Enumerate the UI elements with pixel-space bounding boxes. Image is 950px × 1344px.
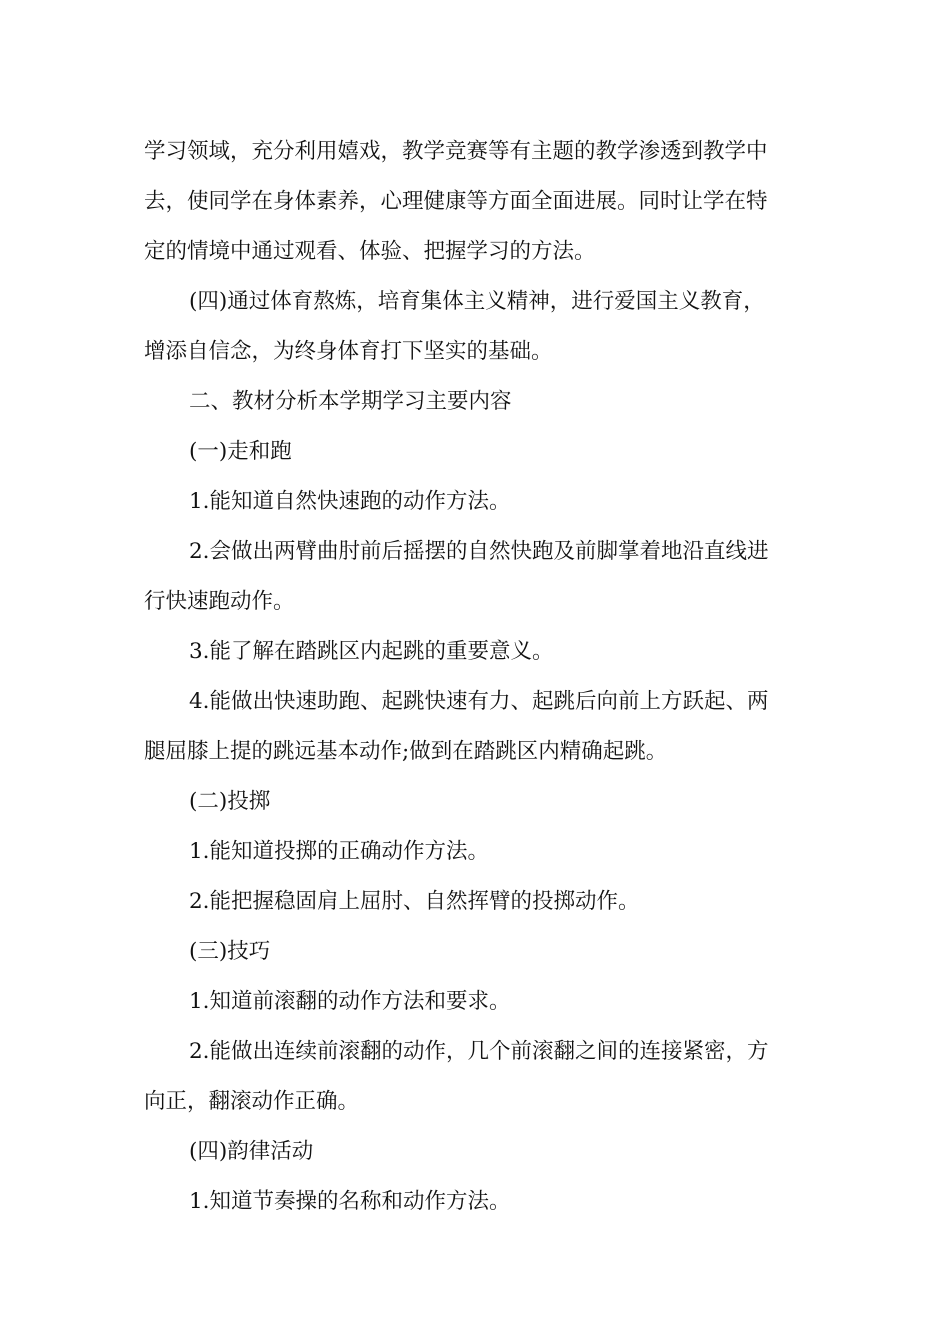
list-item-continuation: 腿屈膝上提的跳远基本动作;做到在踏跳区内精确起跳。	[144, 739, 668, 764]
list-item: 2.能把握稳固肩上屈肘、自然挥臂的投掷动作。	[189, 889, 640, 914]
list-item-continuation: 行快速跑动作。	[144, 589, 295, 614]
document-body	[144, 127, 812, 1227]
subsection-heading: (二)投掷	[189, 789, 271, 814]
subsection-heading: (四)韵律活动	[189, 1139, 314, 1164]
text-line: 学习领域，充分利用嬉戏，教学竞赛等有主题的教学渗透到教学中	[144, 139, 768, 164]
section-paragraph: (四)通过体育熬炼，培育集体主义精神，进行爱国主义教育，	[189, 289, 765, 314]
list-item: 1.能知道自然快速跑的动作方法。	[189, 489, 511, 514]
list-item: 1.知道节奏操的名称和动作方法。	[189, 1189, 511, 1214]
section-heading: 二、教材分析本学期学习主要内容	[189, 389, 512, 414]
text-line: 去，使同学在身体素养，心理健康等方面全面进展。同时让学在特	[144, 189, 768, 214]
list-item: 2.能做出连续前滚翻的动作，几个前滚翻之间的连接紧密，方	[189, 1039, 769, 1064]
list-item: 4.能做出快速助跑、起跳快速有力、起跳后向前上方跃起、两	[189, 689, 769, 714]
subsection-heading: (一)走和跑	[189, 439, 292, 464]
text-line: 定的情境中通过观看、体验、把握学习的方法。	[144, 239, 596, 264]
text-line: 增添自信念，为终身体育打下坚实的基础。	[144, 339, 553, 364]
subsection-heading: (三)技巧	[189, 939, 271, 964]
list-item: 2.会做出两臂曲肘前后摇摆的自然快跑及前脚掌着地沿直线进	[189, 539, 769, 564]
list-item: 1.能知道投掷的正确动作方法。	[189, 839, 490, 864]
list-item: 3.能了解在踏跳区内起跳的重要意义。	[189, 639, 554, 664]
list-item: 1.知道前滚翻的动作方法和要求。	[189, 989, 511, 1014]
list-item-continuation: 向正，翻滚动作正确。	[144, 1089, 360, 1114]
